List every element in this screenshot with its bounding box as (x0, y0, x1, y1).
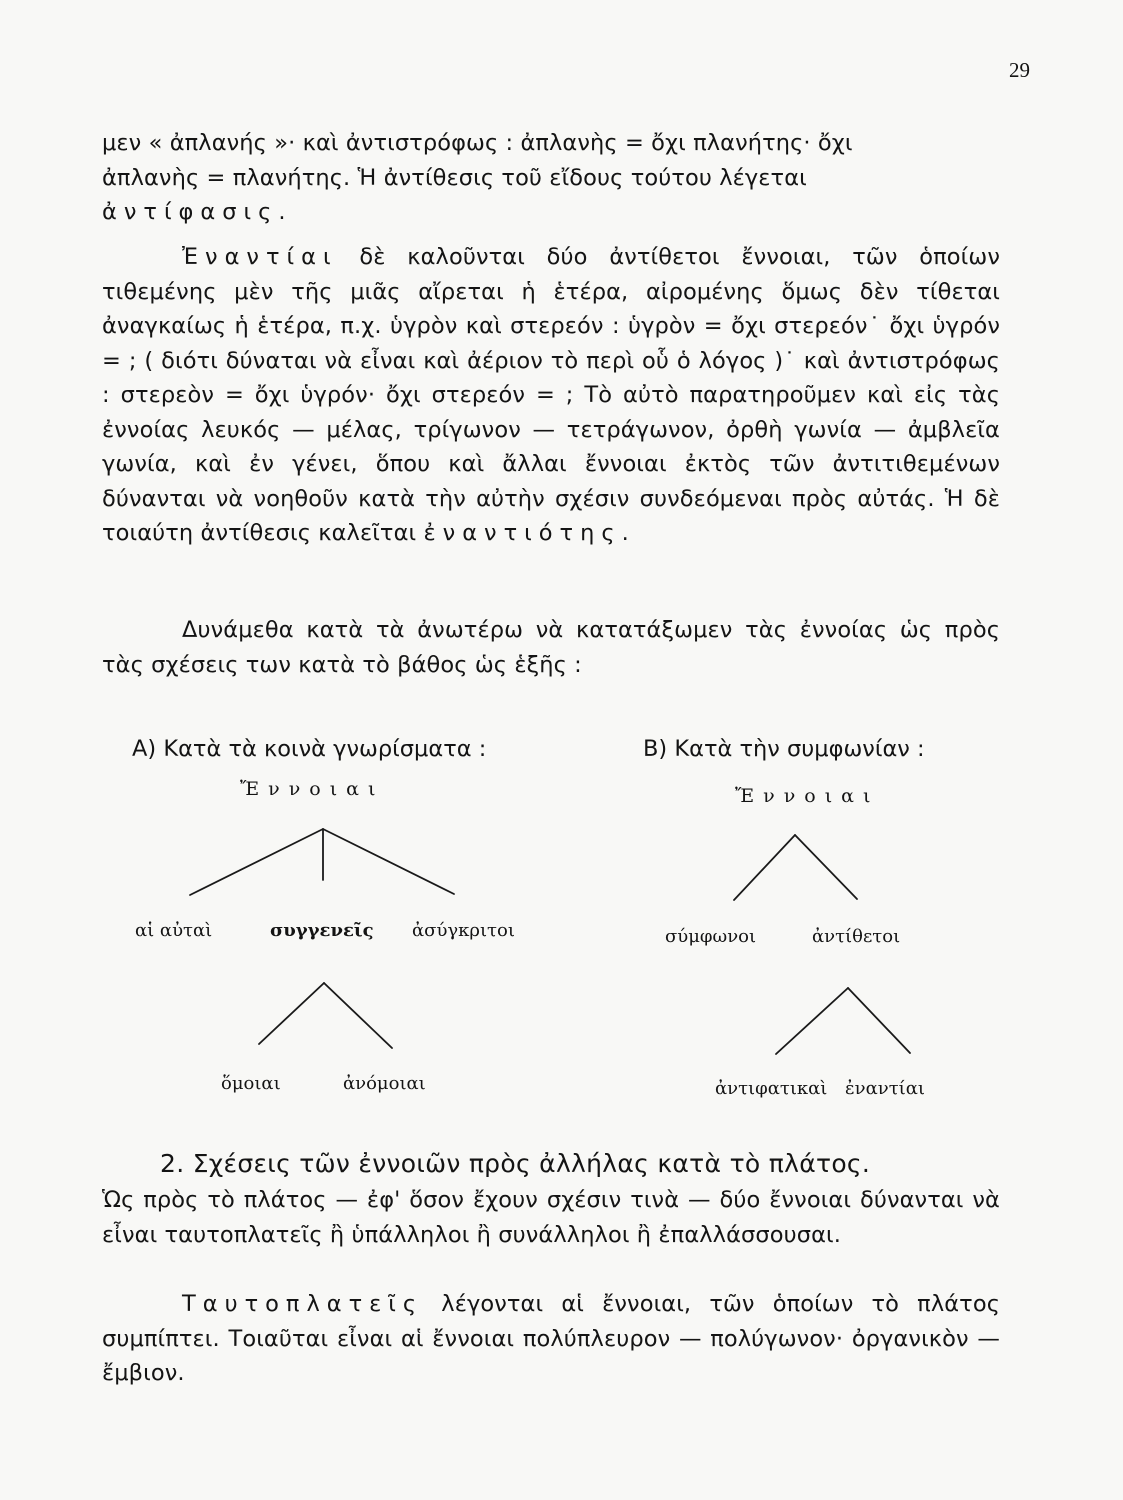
diagram-a-heading: Α) Κατὰ τὰ κοινὰ γνωρίσματα : (132, 736, 487, 762)
diagram-a-grandchild-dissimilar: ἀνόμοιαι (343, 1073, 426, 1094)
term-enantiotes: ἐναντιότης (423, 520, 622, 546)
term-tautoplateis: Ταυτοπλατεῖς (182, 1291, 424, 1317)
para1-end: . (278, 199, 286, 225)
diagram-a-sub-left (259, 983, 324, 1044)
diagram-a-child-same: αἱ αὐταὶ (135, 920, 213, 941)
diagram-a-branch-right (323, 829, 454, 894)
term-enantiai: Ἐναντίαι (182, 244, 338, 270)
diagram-a-sub-right (324, 983, 392, 1048)
diagram-b-sub-right (848, 988, 910, 1053)
diagram-a-branch-left (190, 829, 323, 895)
para2-end: . (621, 520, 629, 546)
para1-line1: μεν « ἀπλανής »· καὶ ἀντιστρόφως : ἀπλανὴς = ὄχι πλανήτης· ὄχι (102, 130, 853, 156)
diagram-a-root: Ἔννοιαι (240, 778, 385, 800)
diagram-b-root: Ἔννοιαι (735, 785, 880, 807)
diagram-a-grandchild-similar: ὅμοιαι (221, 1073, 281, 1094)
para1-line2: ἀπλανὴς = πλανήτης. Ἡ ἀντίθεσις τοῦ εἴδους τούτου λέγεται (102, 164, 807, 191)
diagram-b-branch-left (734, 835, 795, 900)
section-2-heading: 2. Σχέσεις τῶν ἐννοιῶν πρὸς ἀλλήλας κατὰ τὸ πλάτος. (160, 1149, 871, 1178)
term-antiphasis: ἀντίφασις (102, 199, 279, 225)
diagram-b-child-opposite: ἀντίθετοι (812, 926, 901, 947)
diagram-a-child-kindred: συγγενεῖς (270, 920, 374, 941)
diagram-b-child-concordant: σύμφωνοι (665, 926, 757, 947)
paragraph-classification: Δυνάμεθα κατὰ τὰ ἀνωτέρω νὰ κατατάξωμεν τὰς ἐννοίας ὡς πρὸς τὰς σχέσεις των κατὰ τὸ βάθος ὡς ἑξῆς : (102, 617, 1000, 678)
diagram-b-grandchild-contrary: ἐναντίαι (845, 1078, 925, 1099)
para4-text: λέγονται αἱ ἔννοιαι, τῶν ὁποίων τὸ πλάτος συμπίπτει. Τοιαῦται εἶναι αἱ ἔννοιαι πολύπλευρον — πολύγωνον· ὀργανικὸν — ἔμβιον. (102, 1291, 1000, 1386)
page-number: 29 (1009, 58, 1030, 82)
section-2-text: Ὡς πρὸς τὸ πλάτος — ἐφ' ὅσον ἔχουν σχέσιν τινὰ — δύο ἔννοιαι δύνανται νὰ εἶναι ταυτοπλατεῖς ἢ ὑπάλληλοι ἢ συνάλληλοι ἢ ἐπαλλάσσουσαι. (102, 1187, 1000, 1248)
diagram-b-grandchild-contradictory: ἀντιφατικαὶ (715, 1078, 828, 1099)
diagram-b-sub-left (776, 988, 848, 1054)
paragraph-tautoplateis (102, 1287, 1000, 1391)
diagram-b-branch-right (795, 835, 857, 899)
diagram-a-child-incomparable: ἀσύγκριτοι (412, 920, 515, 941)
diagram-b-heading: Β) Κατὰ τὴν συμφωνίαν : (643, 736, 925, 762)
para2-text: δὲ καλοῦνται δύο ἀντίθετοι ἔννοιαι, τῶν ὁποίων τιθεμένης μὲν τῆς μιᾶς αἴρεται ἡ ἑτέρα, αἰρομένης ὅμως δὲν τίθεται ἀναγκαίως ἡ ἑτέρα, π.χ. ὑγρὸν καὶ στερεόν : ὑγρὸν = ὄχι στερεόν˙ ὄχι ὑγρόν = ; ( διότι δύναται νὰ εἶναι καὶ ἀέριον τὸ περὶ οὗ ὁ λόγος )˙ καὶ ἀντιστρόφως : στερεὸν = ὄχι ὑγρόν· ὄχι στερεόν = ; Τὸ αὐτὸ παρατηροῦμεν καὶ εἰς τὰς ἐννοίας λευκός — μέλας, τρίγωνον — τετράγωνον, ὀρθὴ γωνία — ἀμβλεῖα γωνία, καὶ ἐν γένει, ὅπου καὶ ἄλλαι ἔννοιαι ἐκτὸς τῶν ἀντιτιθεμένων δύνανται νὰ νοηθοῦν κατὰ τὴν αὐτὴν σχέσιν συνδεόμεναι πρὸς αὐτάς. Ἡ δὲ τοιαύτη ἀντίθεσις καλεῖται (102, 244, 1000, 546)
